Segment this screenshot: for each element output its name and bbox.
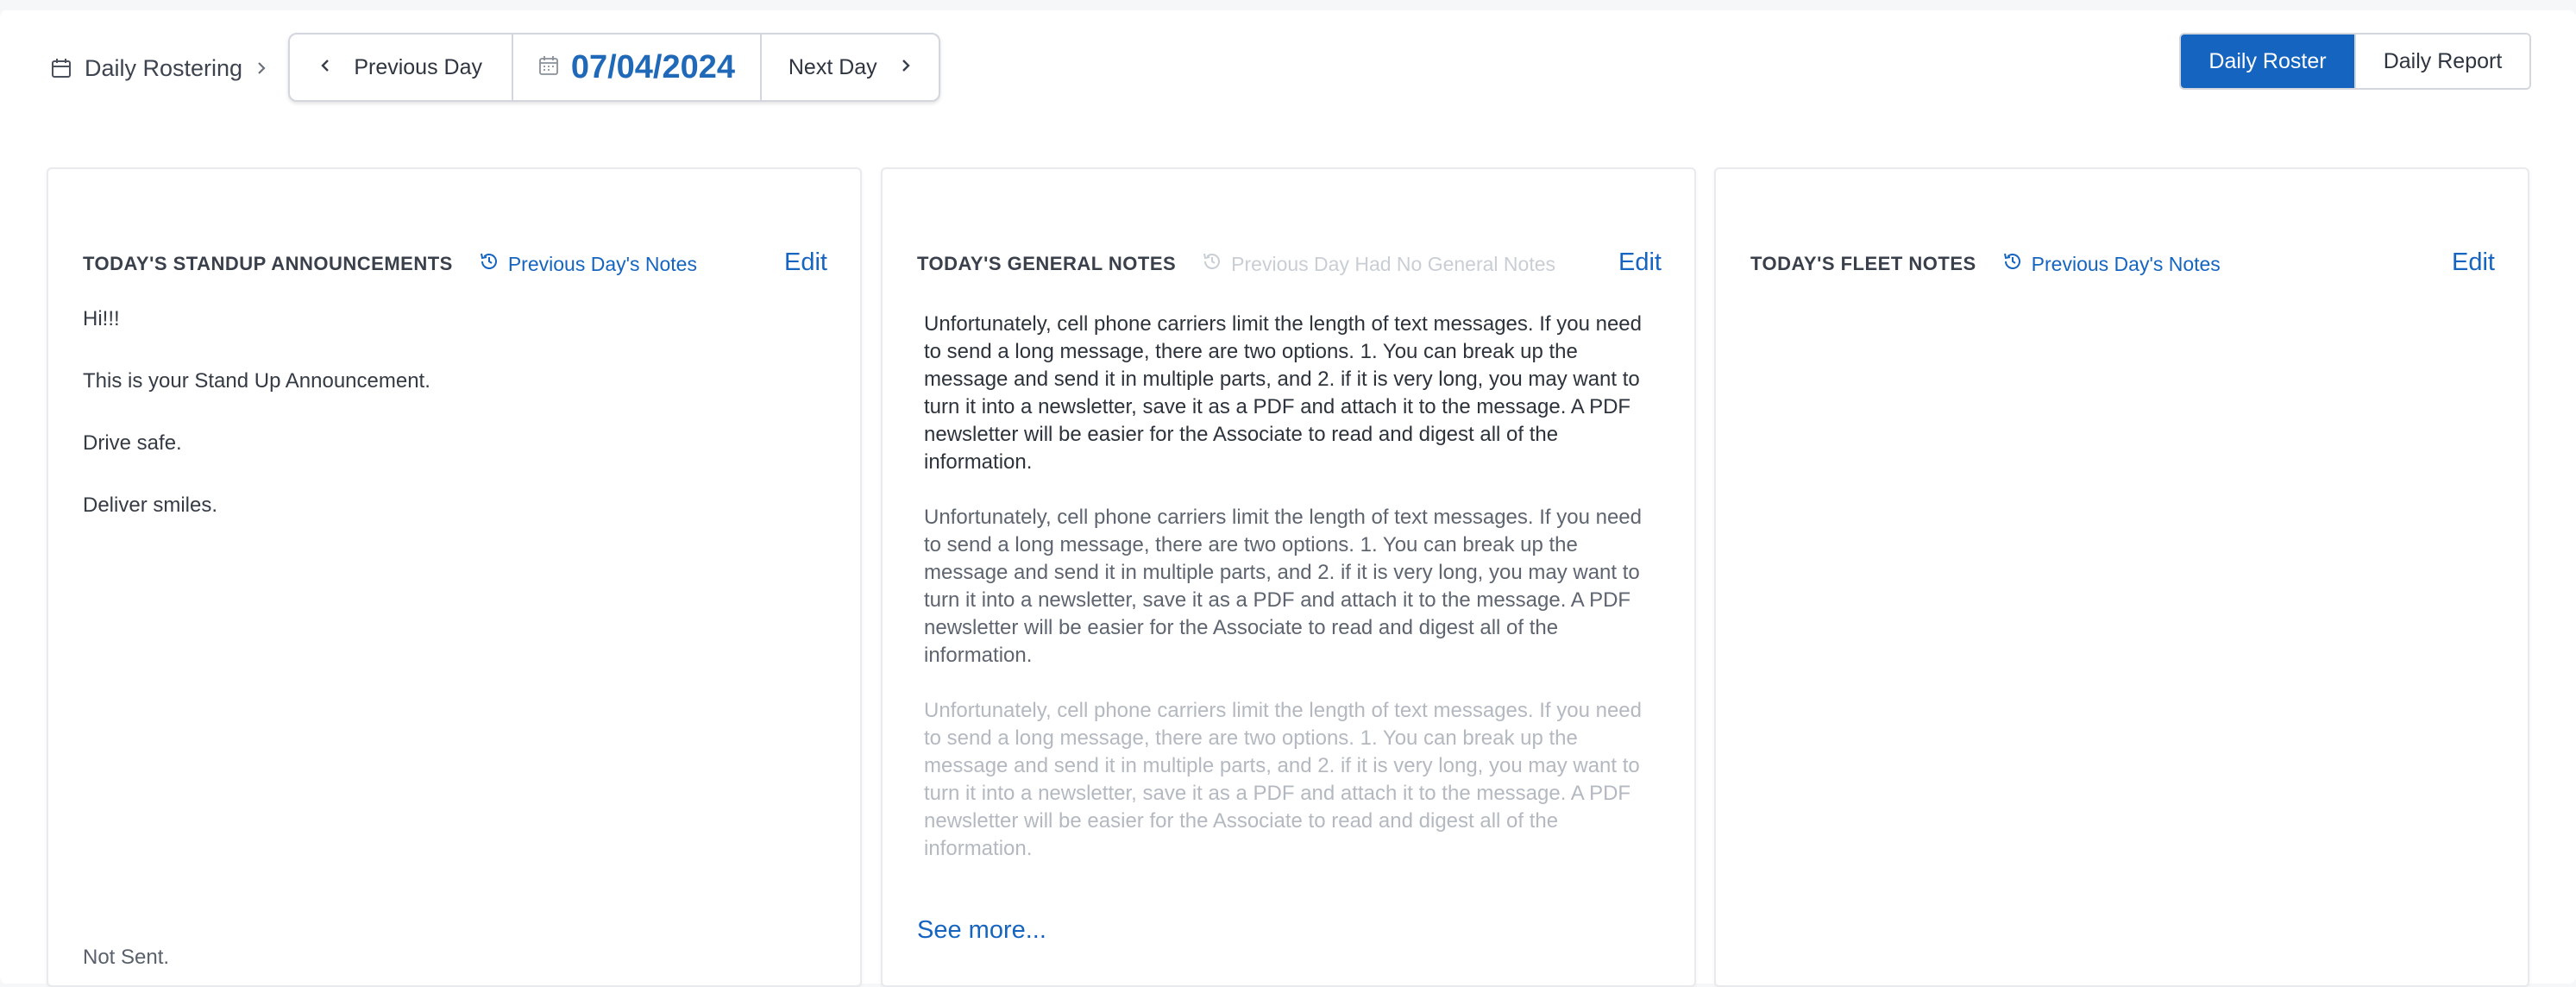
standup-line: Drive safe. [83, 431, 182, 455]
day-navigation [288, 33, 940, 102]
history-icon [1202, 251, 1222, 277]
general-notes-card [881, 167, 1696, 987]
daily-report-button[interactable]: Daily Report [2354, 35, 2529, 88]
card-header [83, 247, 827, 281]
previous-day-notes-label: Previous Day's Notes [507, 252, 697, 275]
breadcrumb[interactable] [50, 47, 268, 90]
breadcrumb-label: Daily Rostering [85, 54, 243, 81]
chevron-right-icon [900, 55, 912, 80]
date-picker[interactable] [513, 35, 761, 100]
fleet-notes-card [1714, 167, 2529, 987]
top-bar [0, 10, 2576, 114]
standup-text [83, 307, 825, 556]
previous-day-notes-link [1202, 251, 1555, 277]
history-icon [479, 251, 499, 277]
next-day-label: Next Day [788, 54, 877, 79]
note-paragraph: Unfortunately, cell phone carriers limit the length of text messages. If you need to send a long message, there are two options. 1. You can break up the message and send it in multiple parts, and 2. if it is very long, you may want to turn it into a newsletter, save it as a PDF and attach it to the message. A PDF newsletter will be easier for the Associate to read and digest all of the information. [924, 312, 1642, 474]
edit-button[interactable]: Edit [784, 248, 827, 276]
card-title: TODAY'S GENERAL NOTES [917, 253, 1177, 274]
previous-day-notes-link[interactable] [479, 251, 697, 277]
history-icon [2002, 251, 2023, 277]
standup-line: Hi!!! [83, 307, 120, 330]
chevron-left-icon [319, 55, 331, 80]
standup-line: This is your Stand Up Announcement. [83, 369, 430, 393]
daily-roster-button[interactable]: Daily Roster [2181, 35, 2354, 88]
send-status: Not Sent. [83, 946, 170, 969]
edit-button[interactable]: Edit [1618, 248, 1662, 276]
previous-day-notes-link[interactable] [2002, 251, 2221, 277]
card-title: TODAY'S STANDUP ANNOUNCEMENTS [83, 253, 453, 274]
standup-line: Deliver smiles. [83, 494, 218, 517]
see-more-link[interactable]: See more... [917, 916, 1046, 944]
general-notes-text [924, 311, 1649, 890]
previous-day-button[interactable] [290, 35, 513, 100]
standup-announcements-card [47, 167, 862, 987]
view-mode-toggle [2179, 33, 2531, 90]
date-value: 07/04/2024 [570, 48, 736, 85]
previous-day-notes-label: Previous Day Had No General Notes [1231, 252, 1556, 275]
note-paragraph: Unfortunately, cell phone carriers limit the length of text messages. If you need to send a long message, there are two options. 1. You can break up the message and send it in multiple parts, and 2. if it is very long, you may want to turn it into a newsletter, save it as a PDF and attach it to the message. A PDF newsletter will be easier for the Associate to read and digest all of the information. [924, 506, 1642, 667]
edit-button[interactable]: Edit [2452, 248, 2495, 276]
calendar-icon [538, 54, 559, 81]
next-day-button[interactable] [762, 35, 939, 100]
card-header [1750, 247, 2495, 281]
previous-day-label: Previous Day [354, 54, 482, 79]
note-paragraph: Unfortunately, cell phone carriers limit the length of text messages. If you need to send a long message, there are two options. 1. You can break up the message and send it in multiple parts, and 2. if it is very long, you may want to turn it into a newsletter, save it as a PDF and attach it to the message. A PDF newsletter will be easier for the Associate to read and digest all of the information. [924, 699, 1642, 860]
card-title: TODAY'S FLEET NOTES [1750, 253, 1976, 274]
calendar-icon [50, 57, 72, 79]
chevron-right-icon [254, 60, 268, 77]
page [0, 10, 2576, 984]
previous-day-notes-label: Previous Day's Notes [2031, 252, 2221, 275]
card-header [917, 247, 1662, 281]
